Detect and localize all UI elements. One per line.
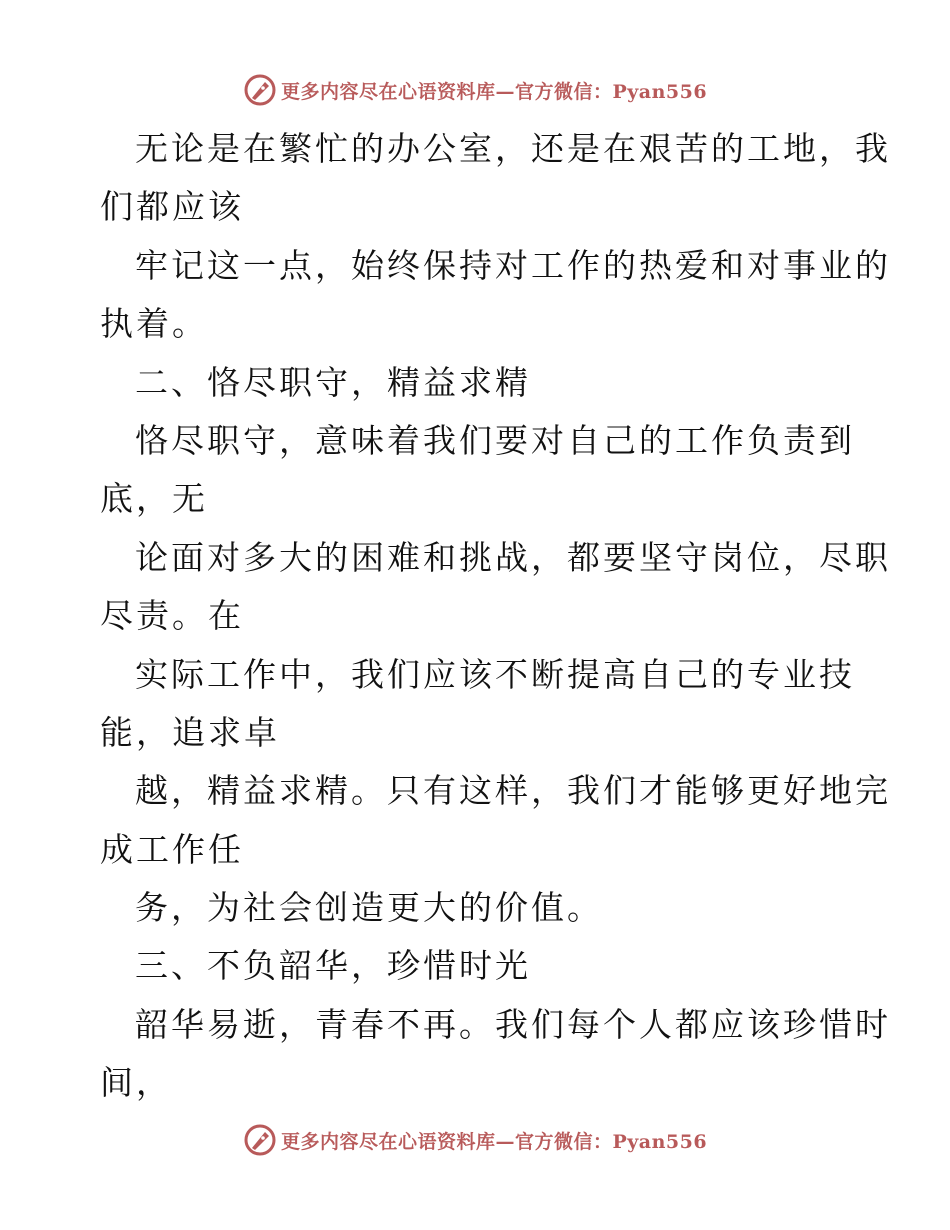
paragraph-line: 务，为社会创造更大的价值。: [135, 888, 603, 928]
paragraph-line: 韶华易逝，青春不再。我们每个人都应该珍惜时: [135, 1004, 891, 1044]
paragraph-line: 尽责。在: [100, 596, 244, 636]
footer-banner-text: 更多内容尽在心语资料库—官方微信：Pyan556: [280, 1130, 708, 1153]
footer-banner: [0, 1120, 950, 1160]
section-heading: 三、不负韶华，珍惜时光: [135, 946, 531, 986]
paragraph-line: 越，精益求精。只有这样，我们才能够更好地完: [135, 771, 891, 811]
paragraph-line: 牢记这一点，始终保持对工作的热爱和对事业的: [135, 245, 891, 285]
paragraph-line: 执着。: [100, 304, 208, 344]
pen-nib-logo-icon: [243, 1123, 277, 1157]
paragraph-line: 实际工作中，我们应该不断提高自己的专业技: [135, 654, 855, 694]
pen-nib-logo-icon: [243, 73, 277, 107]
document-body: [100, 120, 891, 1113]
paragraph-line: 无论是在繁忙的办公室，还是在艰苦的工地，我: [135, 129, 891, 168]
paragraph-line: 论面对多大的困难和挑战，都要坚守岗位，尽职: [135, 537, 891, 577]
paragraph-line: 底，无: [100, 479, 208, 519]
header-banner-text: 更多内容尽在心语资料库—官方微信：Pyan556: [280, 80, 708, 103]
paragraph-line: 成工作任: [100, 829, 244, 869]
paragraph-line: 能，追求卓: [100, 712, 280, 752]
paragraph-line: 间，: [100, 1063, 172, 1103]
paragraph-line: 们都应该: [100, 187, 244, 227]
paragraph-line: 恪尽职守，意味着我们要对自己的工作负责到: [135, 420, 855, 460]
header-banner: [0, 70, 950, 110]
section-heading: 二、恪尽职守，精益求精: [135, 362, 531, 402]
